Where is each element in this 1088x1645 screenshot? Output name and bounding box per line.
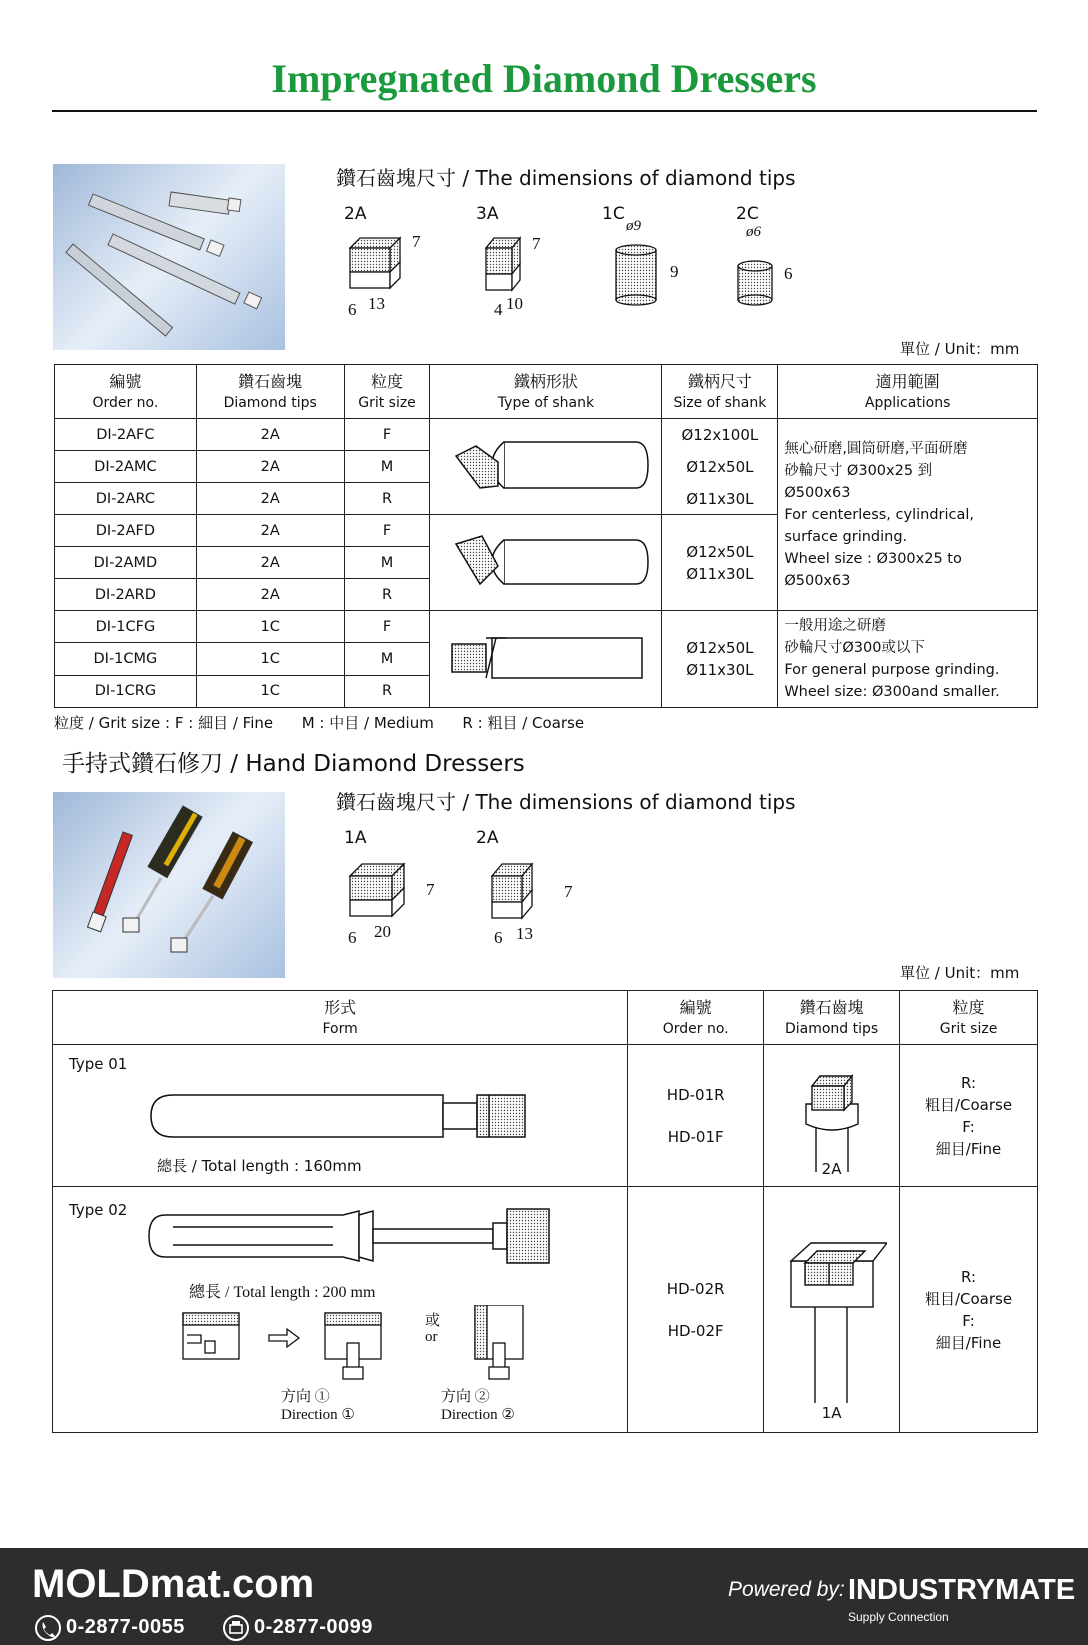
phone-number[interactable]: 0-2877-0055 [66, 1616, 185, 1638]
table-row: DI-2ARC 2A R [55, 483, 1038, 515]
table-row: DI-1CFG 1C F Ø12x50L Ø11x30L 一般用途之研磨 砂輪尺寸Ø300或以下 For general purpose grinding. Wheel size: Ø300and smaller. [55, 611, 1038, 643]
table-row: DI-2AMC 2A M [55, 451, 1038, 483]
shank-size-group-2: Ø12x50L Ø11x30L [662, 515, 778, 611]
dressers-table [54, 364, 1038, 708]
tip-label-1a: 1A [344, 828, 367, 848]
shank-2a-straight-icon [436, 422, 656, 508]
order-type01: HD-01R HD-01F [628, 1045, 764, 1187]
table-row: DI-1CMG 1C M [55, 643, 1038, 675]
table-header-row [55, 365, 1038, 419]
applications-cell-1: 無心研磨,圓筒研磨,平面研磨 砂輪尺寸 Ø300x25 到 Ø500x63 For centerless, cylindrical, surface grinding. Wheel size : Ø300x25 to Ø500x63 [778, 419, 1038, 611]
table-row-type01 [53, 1045, 1038, 1187]
header-shank-type: 鐵柄形狀 Type of shank [430, 365, 662, 419]
tip-label-2c: 2C [736, 204, 759, 224]
page-title: Impregnated Diamond Dressers [271, 56, 817, 101]
tips-heading-1: 鑽石齒塊尺寸 / The dimensions of diamond tips [336, 166, 796, 190]
unit-label-1: 單位 / Unit：mm [900, 340, 1020, 358]
tip-dimension-drawings-2: 1A 2A 7 20 6 7 13 6 [344, 828, 573, 947]
applications-cell-2: 一般用途之研磨 砂輪尺寸Ø300或以下 For general purpose grinding. Wheel size: Ø300and smaller. [778, 611, 1038, 708]
header-grit-size-2: 粒度 Grit size [900, 991, 1038, 1045]
header-diamond-tips-2: 鑽石齒塊 Diamond tips [764, 991, 900, 1045]
type02-screwdriver-drawing [143, 1201, 563, 1271]
header-diamond-tips: 鑽石齒塊 Diamond tips [196, 365, 344, 419]
tip-label-1c: 1C [602, 204, 625, 224]
header-form: 形式 Form [53, 991, 628, 1045]
table-row: DI-1CRG 1C R [55, 675, 1038, 707]
fax-icon [222, 1614, 250, 1642]
product-photo-shank-dressers [53, 164, 285, 350]
tip-2a-drawing [350, 238, 400, 288]
table-row-type02 [53, 1187, 1038, 1433]
header-applications: 適用範圍 Applications [778, 365, 1038, 419]
grit-type02: R: 粗目/Coarse F: 細目/Fine [900, 1187, 1038, 1433]
product-photo-hand-dressers [53, 792, 285, 978]
shank-dressers-illustration [53, 164, 285, 350]
tip-type01: 2A [764, 1045, 900, 1187]
unit-label-2: 單位 / Unit：mm [900, 964, 1020, 982]
table-row: DI-2AFC 2A F Ø12x100L Ø12x50L Ø11x30L 無心研磨,圓筒研磨,平面研磨 砂輪尺寸 Ø300x25 到 Ø500x63 For centerless, cylindrical, surface grinding. Wheel size : Ø300x25 to Ø500x63 [55, 419, 1038, 451]
direction-diagram [173, 1305, 543, 1385]
hand-dressers-table [52, 990, 1038, 1433]
tip-2a-hand-drawing [492, 864, 532, 918]
tip-1a-mount-drawing [777, 1217, 887, 1407]
shank-size-group-3: Ø12x50L Ø11x30L [662, 611, 778, 708]
tip-1a-drawing [350, 864, 404, 916]
type01-dresser-drawing [143, 1085, 543, 1145]
grit-type01: R: 粗目/Coarse F: 細目/Fine [900, 1045, 1038, 1187]
form-type02: Type 02 總長 / Total length : 200 mm 或 or 方向 ① Direction ① 方向 ② Direction ② [53, 1187, 628, 1433]
tip-label-3a: 3A [476, 204, 499, 224]
table-row: DI-2AFD 2A F Ø12x50L Ø11x30L [55, 515, 1038, 547]
table-header-row [53, 991, 1038, 1045]
shank-drawing-2a-angled [430, 515, 662, 611]
shank-1c-icon [436, 614, 656, 700]
tip-2a-mount-drawing [792, 1064, 872, 1174]
shank-size-group-1: Ø12x100L Ø12x50L Ø11x30L [662, 419, 778, 515]
tip-label-2a: 2A [344, 204, 367, 224]
hand-dressers-heading: 手持式鑽石修刀 / Hand Diamond Dressers [62, 751, 525, 777]
industrymate-tagline: Supply Connection [848, 1610, 949, 1624]
footer-bar [0, 1548, 1088, 1645]
shank-drawing-1c [430, 611, 662, 708]
tip-dimension-drawings-1: 2A 3A 1C 2C 7 13 6 7 10 4 ø9 9 ø6 6 [344, 204, 793, 319]
fax-number[interactable]: 0-2877-0099 [254, 1616, 373, 1638]
tip-label-2a-hand: 2A [476, 828, 499, 848]
form-type01: Type 01 總長 / Total length : 160mm [53, 1045, 628, 1187]
tip-2c-drawing [738, 261, 772, 305]
tip-1c-drawing [616, 245, 656, 305]
moldmat-logo[interactable]: MOLDmat.com [32, 1562, 315, 1606]
phone-icon [34, 1614, 62, 1642]
tip-3a-drawing [486, 238, 520, 290]
header-order-no: 編號 Order no. [628, 991, 764, 1045]
header-order: 編號 Order no. [55, 365, 197, 419]
industrymate-logo[interactable]: INDUSTRYMATE [848, 1574, 1076, 1606]
powered-by-label: Powered by: [728, 1578, 845, 1601]
shank-2a-angled-icon [436, 518, 656, 604]
table-row: DI-2AMD 2A M [55, 547, 1038, 579]
table-row: DI-2ARD 2A R [55, 579, 1038, 611]
order-type02: HD-02R HD-02F [628, 1187, 764, 1433]
tip-type02: 1A [764, 1187, 900, 1433]
grit-size-note: 粒度 / Grit size : F : 細目 / Fine M : 中目 / Medium R : 粗目 / Coarse [54, 714, 585, 732]
header-shank-size: 鐵柄尺寸 Size of shank [662, 365, 778, 419]
tips-heading-2: 鑽石齒塊尺寸 / The dimensions of diamond tips [336, 790, 796, 814]
shank-drawing-2a-straight [430, 419, 662, 515]
title-divider [52, 110, 1037, 112]
hand-dressers-illustration [53, 792, 285, 978]
header-grit: 粒度 Grit size [344, 365, 430, 419]
